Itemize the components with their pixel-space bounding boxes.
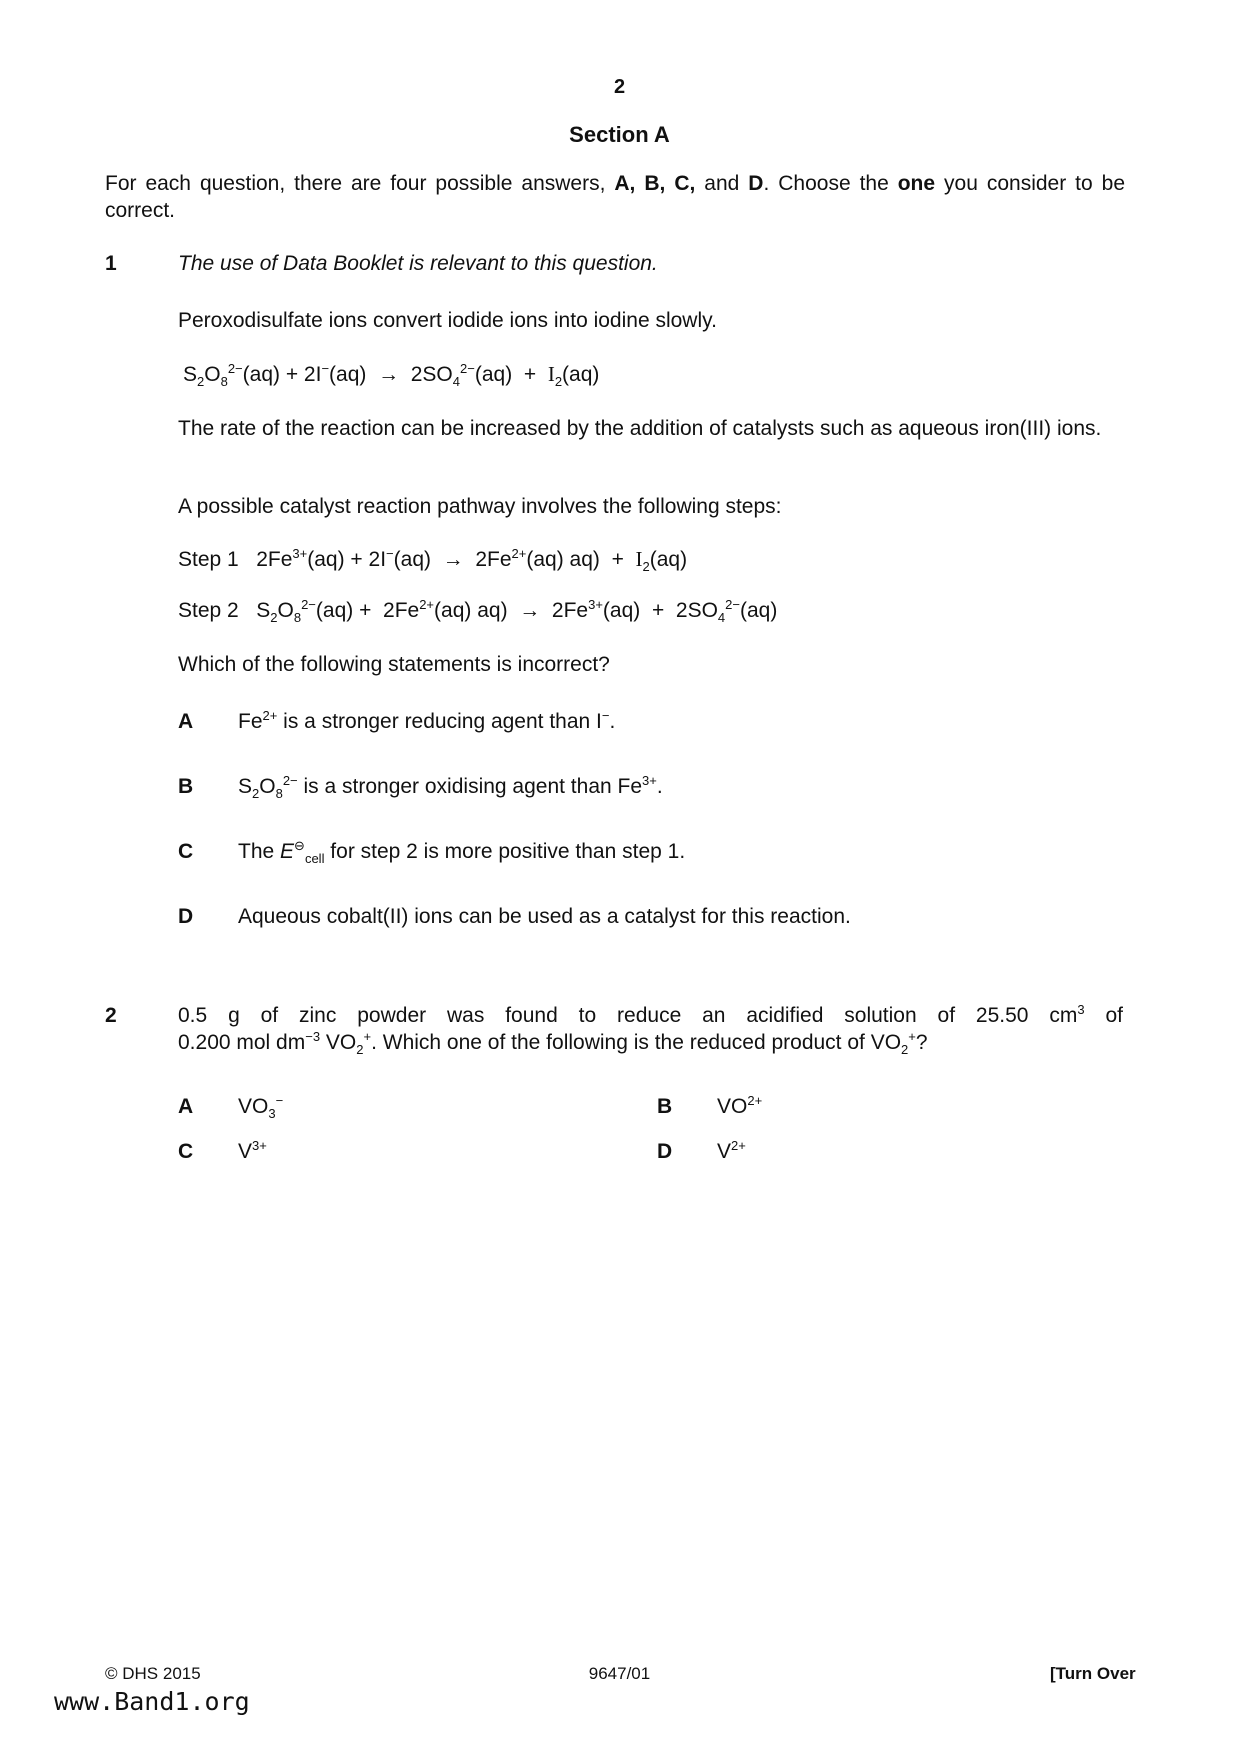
eq-part: 2Fe — [256, 548, 293, 571]
eq-part: (aq) + 2I — [242, 363, 322, 386]
eq-part: 2Fe — [551, 599, 589, 622]
footer-turn-over: [Turn Over — [1050, 1664, 1136, 1683]
q2-sup: + — [908, 1029, 916, 1044]
eq-part: 2SO — [410, 363, 453, 386]
eq-part: (aq) aq) — [434, 599, 508, 622]
q2-sub: 2 — [901, 1042, 909, 1058]
q1-statement: Peroxodisulfate ions convert iodide ions into iodine slowly. — [178, 309, 717, 332]
eq-part: (aq) — [739, 599, 778, 622]
eq-sub: 2 — [642, 559, 650, 575]
opt-sup: 2+ — [747, 1093, 763, 1108]
opt-sup: − — [601, 708, 610, 723]
eq-sup: 2− — [725, 597, 740, 612]
q2-text: VO — [320, 1031, 357, 1054]
opt-sup: 2+ — [731, 1138, 746, 1153]
intro-one: one — [897, 172, 936, 195]
q2-option-d-letter: D — [657, 1140, 673, 1163]
opt-sup: − — [275, 1093, 284, 1108]
q1-option-c-letter: C — [178, 840, 194, 863]
page-number: 2 — [613, 76, 626, 98]
opt-sup: 3+ — [642, 773, 657, 788]
opt-part: S — [238, 775, 253, 798]
footer-copyright: © DHS 2015 — [105, 1664, 201, 1683]
opt-part: is a stronger oxidising agent than Fe — [297, 775, 643, 798]
q1-option-b — [238, 773, 663, 800]
intro-c: C, — [674, 172, 696, 195]
eq-part: 2Fe — [383, 599, 420, 622]
eq-plus: + — [611, 548, 624, 571]
opt-part: for step 2 is more positive than step 1. — [324, 840, 686, 863]
q2-option-b-letter: B — [657, 1095, 673, 1118]
eq-sub: 2 — [270, 610, 278, 626]
eq-part: O — [277, 599, 294, 622]
eq-sub: 8 — [220, 374, 228, 390]
q2-option-a — [238, 1093, 283, 1120]
intro-a: A, — [614, 172, 636, 195]
opt-sub: 8 — [275, 786, 283, 802]
q2-text: 0.5 g of zinc powder was found to reduce an acidified solution of 25.50 cm — [178, 1004, 1078, 1027]
eq-part: (aq) — [649, 548, 688, 571]
q1-option-b-letter: B — [178, 775, 194, 798]
opt-part: VO — [717, 1095, 748, 1118]
section-title: Section A — [569, 122, 670, 147]
q1-option-d-letter: D — [178, 905, 194, 928]
opt-sup: ⊖ — [294, 838, 305, 853]
q2-sub: 2 — [356, 1042, 364, 1058]
eq-sup: 3+ — [588, 597, 603, 612]
q2-sup: + — [363, 1029, 372, 1044]
eq-sub: 4 — [452, 374, 461, 390]
intro-b: B, — [644, 172, 666, 195]
eq-part: (aq) + 2I — [307, 548, 387, 571]
q1-equation — [183, 361, 1128, 388]
opt-part: . — [656, 775, 663, 798]
q2-option-c — [238, 1138, 267, 1165]
eq-sub: 2 — [554, 374, 563, 390]
opt-part: E — [280, 840, 295, 863]
eq-sup: 2+ — [511, 546, 527, 561]
q1-question: Which of the following statements is incorrect? — [178, 653, 610, 676]
q2-option-d — [717, 1138, 746, 1165]
eq-part: (aq) aq) — [526, 548, 600, 571]
eq-plus: + — [651, 599, 665, 622]
q2-option-c-letter: C — [178, 1140, 194, 1163]
opt-part: V — [717, 1140, 732, 1163]
q2-sup: −3 — [305, 1029, 321, 1044]
eq-part: S — [256, 599, 271, 622]
opt-sup: 3+ — [252, 1138, 267, 1153]
eq-sup: 2+ — [419, 597, 435, 612]
question-1-number: 1 — [105, 252, 117, 275]
eq-part: O — [204, 363, 221, 386]
q2-line-1 — [178, 1002, 1123, 1029]
eq-part: (aq) — [562, 363, 600, 386]
eq-sup: 2− — [301, 597, 316, 612]
eq-sup: 2− — [460, 361, 475, 376]
footer-paper-code: 9647/01 — [588, 1664, 651, 1683]
eq-sup: − — [386, 546, 394, 561]
q1-option-a-letter: A — [178, 710, 194, 733]
eq-sup: 3+ — [292, 546, 308, 561]
opt-sup: 2− — [282, 773, 298, 788]
arrow-icon: → — [519, 599, 541, 622]
eq-sup: 2− — [227, 361, 243, 376]
intro-text-4: you consider to be correct. — [105, 172, 1125, 222]
opt-sub: 2 — [252, 786, 260, 802]
opt-part: is a stronger reducing agent than I — [277, 710, 602, 733]
opt-part: V — [238, 1140, 253, 1163]
eq-part: (aq) + — [315, 599, 372, 622]
q1-rate-text: The rate of the reaction can be increased by the addition of catalysts such as aqueous iron(III) ions. — [178, 417, 1102, 440]
q2-text: 0.200 mol dm — [178, 1031, 306, 1054]
q2-option-b — [717, 1093, 762, 1120]
step-label: Step 1 — [178, 548, 239, 571]
opt-part: The — [238, 840, 281, 863]
q2-option-a-letter: A — [178, 1095, 194, 1118]
q1-option-a — [238, 708, 615, 735]
opt-part: . — [609, 710, 616, 733]
eq-part: (aq) — [329, 363, 367, 386]
q2-line-2 — [178, 1029, 1123, 1056]
q2-text: of — [1084, 1004, 1123, 1027]
arrow-icon: → — [378, 363, 400, 386]
step-1 — [178, 546, 1123, 573]
instructions — [105, 170, 1125, 224]
opt-sub: cell — [304, 851, 325, 867]
intro-text-3: . Choose the — [763, 172, 898, 195]
opt-part: O — [259, 775, 276, 798]
eq-part: I — [635, 547, 643, 571]
intro-text-2: and — [695, 172, 749, 195]
q1-option-c — [238, 838, 685, 865]
q2-sup: 3 — [1077, 1002, 1085, 1017]
step-2 — [178, 597, 1123, 624]
eq-sub: 4 — [717, 610, 726, 626]
intro-text-1: For each question, there are four possible answers, — [105, 172, 615, 195]
eq-plus: + — [523, 363, 537, 386]
eq-sub: 8 — [293, 610, 302, 626]
q1-pathway-text: A possible catalyst reaction pathway involves the following steps: — [178, 495, 782, 518]
watermark: www.Band1.org — [54, 1687, 250, 1716]
eq-part: (aq) — [393, 548, 431, 571]
question-2-number: 2 — [105, 1004, 117, 1027]
opt-sup: 2+ — [262, 708, 278, 723]
intro-d: D — [748, 172, 764, 195]
eq-part: I — [547, 362, 555, 386]
eq-part: S — [183, 363, 198, 386]
eq-sup: − — [321, 361, 330, 376]
q1-option-d: Aqueous cobalt(II) ions can be used as a catalyst for this reaction. — [238, 905, 851, 928]
eq-part: (aq) — [474, 363, 513, 386]
data-booklet-note: The use of Data Booklet is relevant to this question. — [178, 252, 658, 275]
eq-part: 2SO — [675, 599, 718, 622]
eq-part: (aq) — [602, 599, 641, 622]
q2-text: ? — [915, 1031, 928, 1054]
eq-sub: 2 — [197, 374, 205, 390]
arrow-icon: → — [442, 548, 464, 571]
opt-part: VO — [238, 1095, 269, 1118]
step-label: Step 2 — [178, 599, 239, 622]
opt-part: Fe — [238, 710, 263, 733]
eq-part: 2Fe — [475, 548, 512, 571]
q2-text: . Which one of the following is the reduced product of VO — [371, 1031, 902, 1054]
opt-sub: 3 — [268, 1106, 276, 1122]
